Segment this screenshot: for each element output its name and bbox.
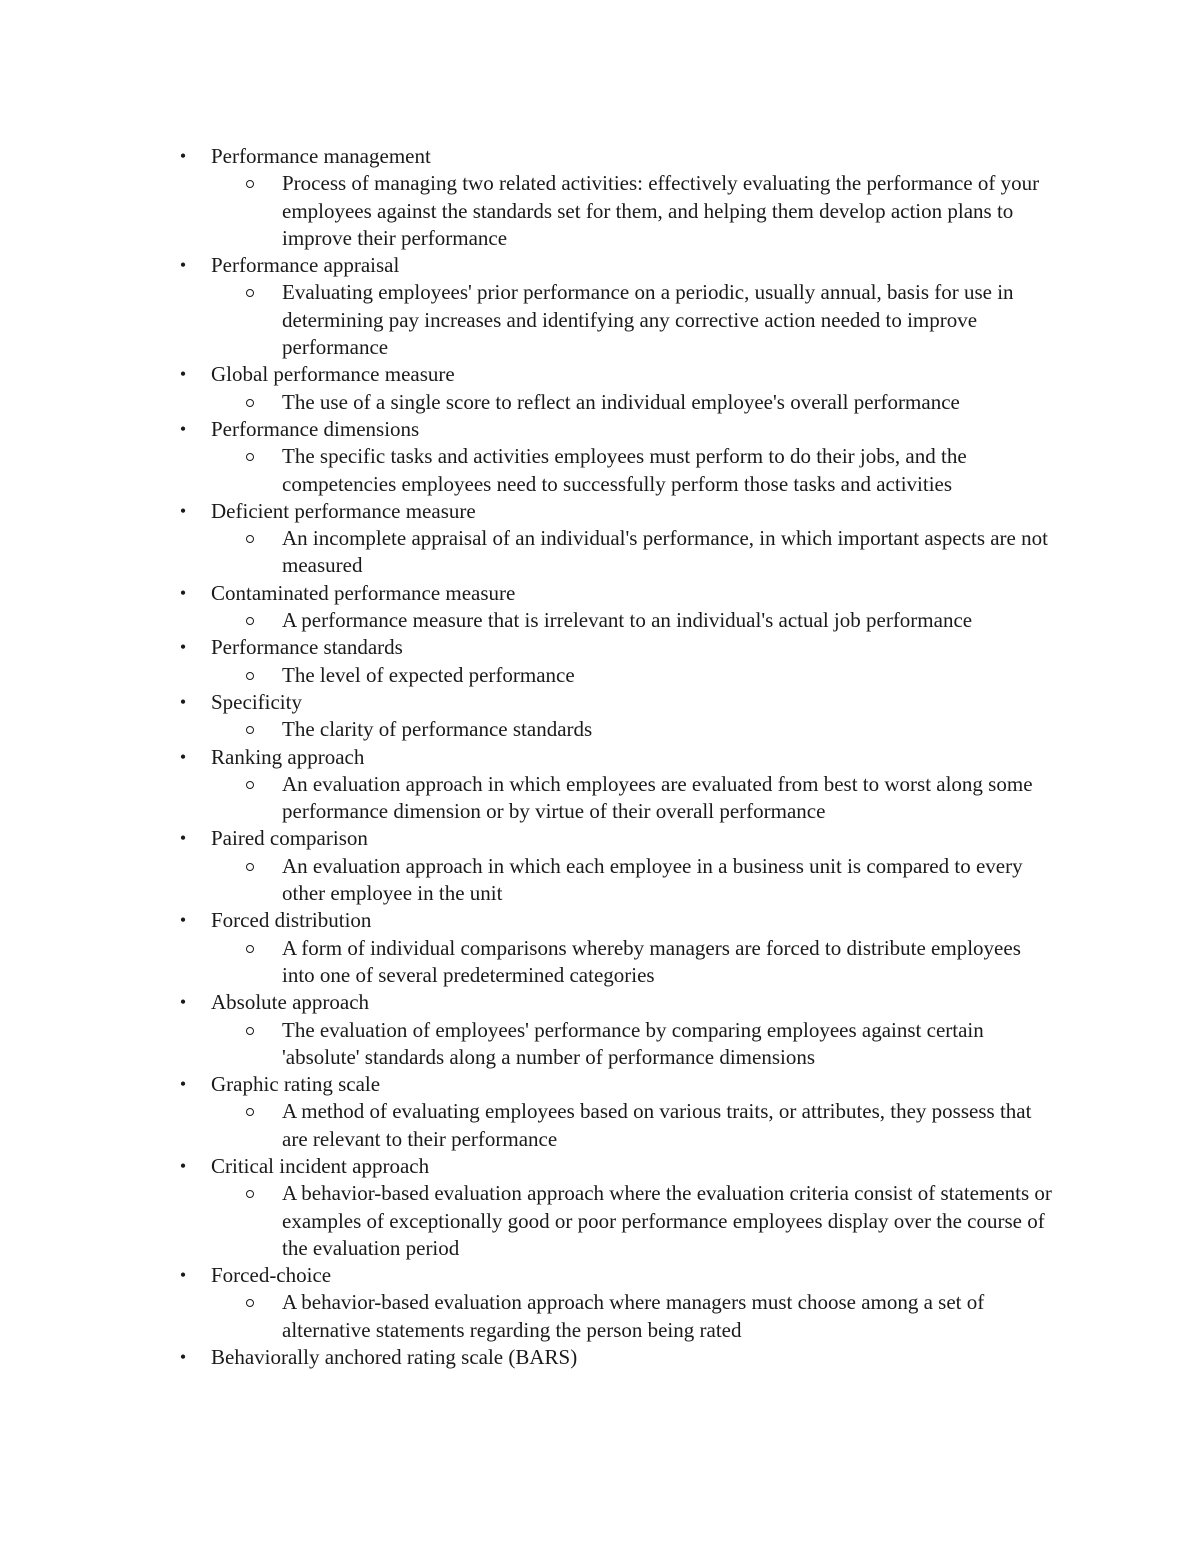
term-label: Forced-choice [211,1263,332,1288]
definition-list [211,607,1200,634]
hollow-bullet-icon [246,945,254,953]
bullet-icon: • [179,910,187,931]
term-item [0,1344,1200,1371]
bullet-icon: • [179,1347,187,1368]
definition-text: The specific tasks and activities employees must perform to do their jobs, and the competencies employees need to successfully perform those tasks and activities [282,444,967,496]
bullet-icon: • [179,637,187,658]
term-item [0,252,1200,361]
term-label: Ranking approach [211,744,365,769]
definition-text: Process of managing two related activities: effectively evaluating the performance of your employees against the standards set for them, and helping them develop action plans to improve their performance [282,171,1040,250]
term-label: Forced distribution [211,908,372,933]
hollow-bullet-icon [246,399,254,407]
hollow-bullet-icon [246,672,254,680]
term-item [0,744,1200,826]
term-item [0,143,1200,252]
definition-text: A form of individual comparisons whereby managers are forced to distribute employees into one of several predetermined categories [282,935,1021,987]
definition-text: The clarity of performance standards [282,717,593,742]
bullet-icon: • [179,1074,187,1095]
term-item [0,825,1200,907]
definition-item [282,853,1057,908]
bullet-icon: • [179,418,187,439]
term-label: Absolute approach [211,990,370,1015]
definition-list [211,1098,1200,1153]
term-label: Deficient performance measure [211,498,476,523]
bullet-icon: • [179,992,187,1013]
definition-list [211,771,1200,826]
bullet-icon: • [179,500,187,521]
bullet-icon: • [179,1265,187,1286]
term-label: Behaviorally anchored rating scale (BARS) [211,1345,578,1370]
term-item [0,689,1200,744]
definition-text: The evaluation of employees' performance by comparing employees against certain 'absolute' standards along a number of performance dimensions [282,1017,984,1069]
term-item [0,634,1200,689]
definition-text: A performance measure that is irrelevant to an individual's actual job performance [282,608,973,633]
definition-item [282,389,1057,416]
hollow-bullet-icon [246,617,254,625]
definition-list [211,1180,1200,1262]
definition-list [211,443,1200,498]
term-item [0,1262,1200,1344]
hollow-bullet-icon [246,863,254,871]
term-item [0,361,1200,416]
bullet-icon: • [179,828,187,849]
definition-item [282,1098,1057,1153]
hollow-bullet-icon [246,535,254,543]
hollow-bullet-icon [246,1190,254,1198]
bullet-icon: • [179,364,187,385]
definition-list [211,389,1200,416]
definition-list [211,279,1200,361]
term-item [0,989,1200,1071]
definition-list [211,170,1200,252]
definition-item [282,716,1057,743]
hollow-bullet-icon [246,180,254,188]
definition-item [282,607,1057,634]
definition-list [211,1017,1200,1072]
hollow-bullet-icon [246,1299,254,1307]
term-label: Paired comparison [211,826,368,851]
term-item [0,580,1200,635]
hollow-bullet-icon [246,289,254,297]
hollow-bullet-icon [246,453,254,461]
term-item [0,416,1200,498]
term-outline [0,143,1200,1371]
term-label: Global performance measure [211,362,455,387]
definition-item [282,935,1057,990]
definition-text: An evaluation approach in which employees are evaluated from best to worst along some performance dimension or by virtue of their overall performance [282,771,1033,824]
bullet-icon: • [179,255,187,276]
term-label: Critical incident approach [211,1153,430,1178]
hollow-bullet-icon [246,1027,254,1035]
term-label: Performance dimensions [211,416,420,441]
term-label: Contaminated performance measure [211,580,516,605]
definition-list [211,853,1200,908]
definition-list [211,525,1200,580]
definition-text: An incomplete appraisal of an individual's performance, in which important aspects are not measured [282,526,1048,578]
bullet-icon: • [179,146,187,166]
hollow-bullet-icon [246,1108,254,1116]
definition-item [282,443,1057,498]
definition-text: The level of expected performance [282,662,575,687]
hollow-bullet-icon [246,781,254,789]
term-item [0,1071,1200,1153]
definition-list [211,716,1200,743]
definition-text: A behavior-based evaluation approach where managers must choose among a set of alternative statements regarding the person being rated [282,1290,985,1342]
term-label: Graphic rating scale [211,1072,381,1097]
definition-item [282,279,1057,361]
definition-item [282,1289,1057,1344]
bullet-icon: • [179,1155,187,1176]
term-label: Performance management [211,144,431,168]
term-label: Performance appraisal [211,253,400,278]
definition-item [282,1017,1057,1072]
bullet-icon: • [179,582,187,603]
definition-item [282,662,1057,689]
definition-text: The use of a single score to reflect an individual employee's overall performance [282,389,960,414]
definition-text: A behavior-based evaluation approach where the evaluation criteria consist of statements or examples of exceptionally good or poor performance employees display over the course of the evaluation period [282,1181,1052,1260]
term-label: Performance standards [211,635,403,660]
term-item [0,498,1200,580]
definition-list [211,662,1200,689]
definition-list [211,935,1200,990]
bullet-icon: • [179,746,187,767]
definition-item [282,170,1057,252]
term-label: Specificity [211,689,302,714]
term-item [0,907,1200,989]
definition-item [282,1180,1057,1262]
definition-text: A method of evaluating employees based on various traits, or attributes, they possess that are relevant to their performance [282,1099,1032,1151]
definition-text: An evaluation approach in which each employee in a business unit is compared to every other employee in the unit [282,853,1023,906]
definition-list [211,1289,1200,1344]
term-item [0,1153,1200,1262]
hollow-bullet-icon [246,726,254,734]
definition-text: Evaluating employees' prior performance on a periodic, usually annual, basis for use in determining pay increases and identifying any corrective action needed to improve performance [282,280,1014,360]
bullet-icon: • [179,691,187,712]
definition-item [282,771,1057,826]
definition-item [282,525,1057,580]
